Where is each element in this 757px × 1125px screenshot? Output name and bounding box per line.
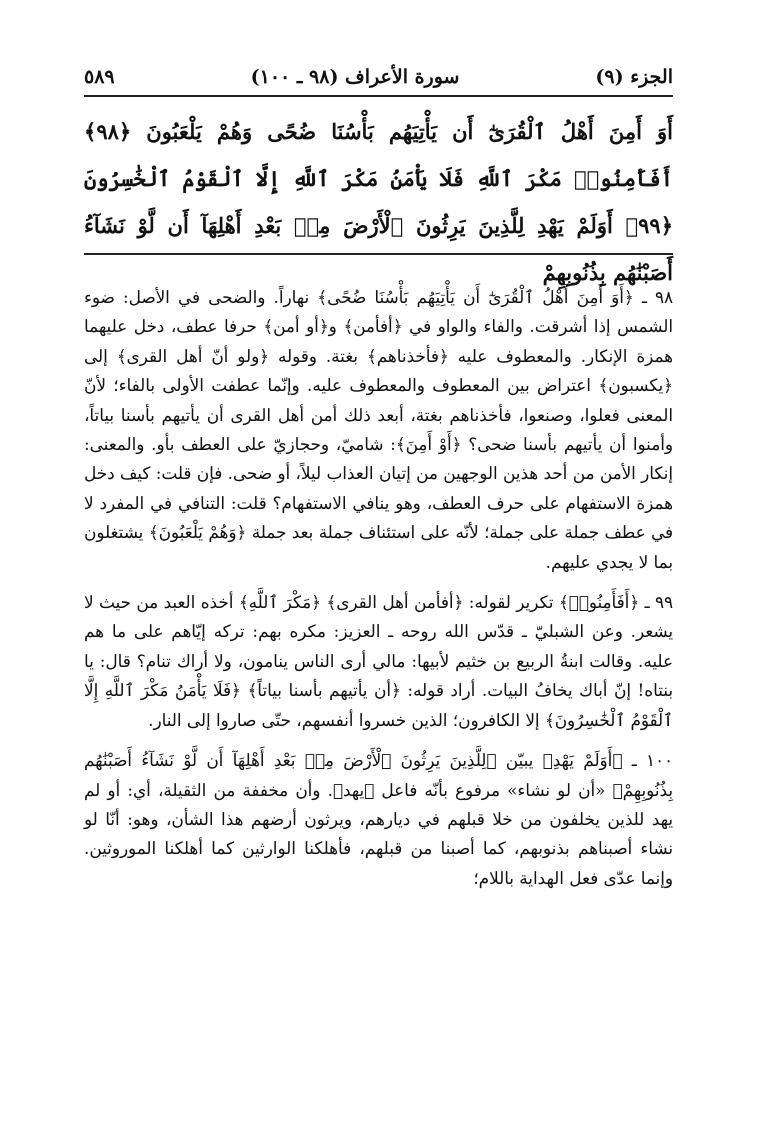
- commentary-body: [84, 283, 673, 904]
- page-number: ٥٨٩: [84, 66, 115, 88]
- header-divider: [84, 95, 673, 97]
- commentary-paragraph-99: ٩٩ ـ ﴿أَفَأَمِنُوا۟﴾ تكرير لقوله: ﴿أفأمن أهل القرى﴾ ﴿مَكْرَ ٱللَّهِ﴾ أخذه العبد من حيث لا يشعر. وعن الشبليّ ـ قدّس الله روحه ـ العزيز: مكره بهم: تركه إيّاهم على ما هم عليه. وقالت ابنةُ الربيع بن خثيم لأبيها: مالي أرى الناس ينامون، ولا أراك تنام؟ قال: يا بنتاه! إنّ أباك يخافُ البيات. أراد قوله: ﴿أن يأتيهم بأسنا بياتاً﴾ ﴿فَلَا يَأْمَنُ مَكْرَ ٱللَّهِ إِلَّا ٱلْقَوْمُ ٱلْخَٰسِرُونَ﴾ إلا الكافرون؛ الذين خسروا أنفسهم، حتّى صاروا إلى النار.: [84, 592, 673, 730]
- commentary-paragraph-98: ٩٨ ـ ﴿أَوَ أَمِنَ أَهْلُ ٱلْقُرَىٰٓ أَن يَأْتِيَهُم بَأْسُنَا ضُحًى﴾ نهاراً. والضحى في الأصل: ضوء الشمس إذا أشرقت. والفاء والواو في ﴿أفأمن﴾ و﴿أو أمن﴾ حرفا عطف، دخل عليهما همزة الإنكار. والمعطوف عليه ﴿فأخذناهم﴾ بغتة. وقوله ﴿ولو أنّ أهل القرى﴾ إلى ﴿يكسبون﴾ اعتراض بين المعطوف والمعطوف عليه. وإنّما عطفت الأولى بالفاء؛ لأنّ المعنى فعلوا، وصنعوا، فأخذناهم بغتة، أبعد ذلك أمن أهل القرى أن يأتيهم بأسنا بياتاً، وأمنوا أن يأتيهم بأسنا ضحى؟ ﴿أَوْ أَمِنَ﴾: شاميّ، وحجازيّ على العطف بأو. والمعنى: إنكار الأمن من أحد هذين الوجهين من إتيان العذاب ليلاً، أو ضحى. فإن قلت: كيف دخل همزة الاستفهام على حرف العطف، وهو ينافي الاستفهام؟ قلت: التنافي في المفرد لا في عطف جملة على جملة؛ لأنّه على استئناف جملة بعد جملة ﴿وَهُمْ يَلْعَبُونَ﴾ يشتغلون بما لا يجدي عليهم.: [84, 287, 673, 572]
- surah-title: سورة الأعراف (٩٨ ـ ١٠٠): [250, 66, 460, 88]
- verses-divider: [84, 253, 673, 255]
- commentary-paragraph-100: ١٠٠ ـ ﴿أَوَلَمْ يَهْدِ﴾ يبيّن ﴿لِلَّذِينَ يَرِثُونَ ٱلْأَرْضَ مِنۢ بَعْدِ أَهْلِهَآ أَن لَّوْ نَشَآءُ أَصَبْنَٰهُم بِذُنُوبِهِمْ﴾ «أن لو نشاء» مرفوع بأنّه فاعل ﴿يهد﴾. وأن مخففة من الثقيلة، أي: أو لم يهد للذين يخلفون من خلا قبلهم في ديارهم، ويرثون أرضهم هذا الشأن، وهو: أنّا لو نشاء أصبناهم بذنوبهم، كما أصبنا من قبلهم، فأهلكنا الوارثين كما أهلكنا الموروثين. وإنما عدّى فعل الهداية باللام؛: [84, 750, 673, 888]
- page-header: [84, 60, 673, 94]
- juz-label: الجزء (٩): [595, 66, 673, 88]
- quran-verses: أَوَ أَمِنَ أَهْلُ ٱلْقُرَىٰٓ أَن يَأْتِيَهُم بَأْسُنَا ضُحًى وَهُمْ يَلْعَبُونَ ﴿٩٨﴾ أَفَأَمِنُوا۟ مَكْرَ ٱللَّهِ فَلَا يَأْمَنُ مَكْرَ ٱللَّهِ إِلَّا ٱلْقَوْمُ ٱلْخَٰسِرُونَ ﴿٩٩﴾ أَوَلَمْ يَهْدِ لِلَّذِينَ يَرِثُونَ ٱلْأَرْضَ مِنۢ بَعْدِ أَهْلِهَآ أَن لَّوْ نَشَآءُ أَصَبْنَٰهُم بِذُنُوبِهِمْ: [84, 119, 673, 285]
